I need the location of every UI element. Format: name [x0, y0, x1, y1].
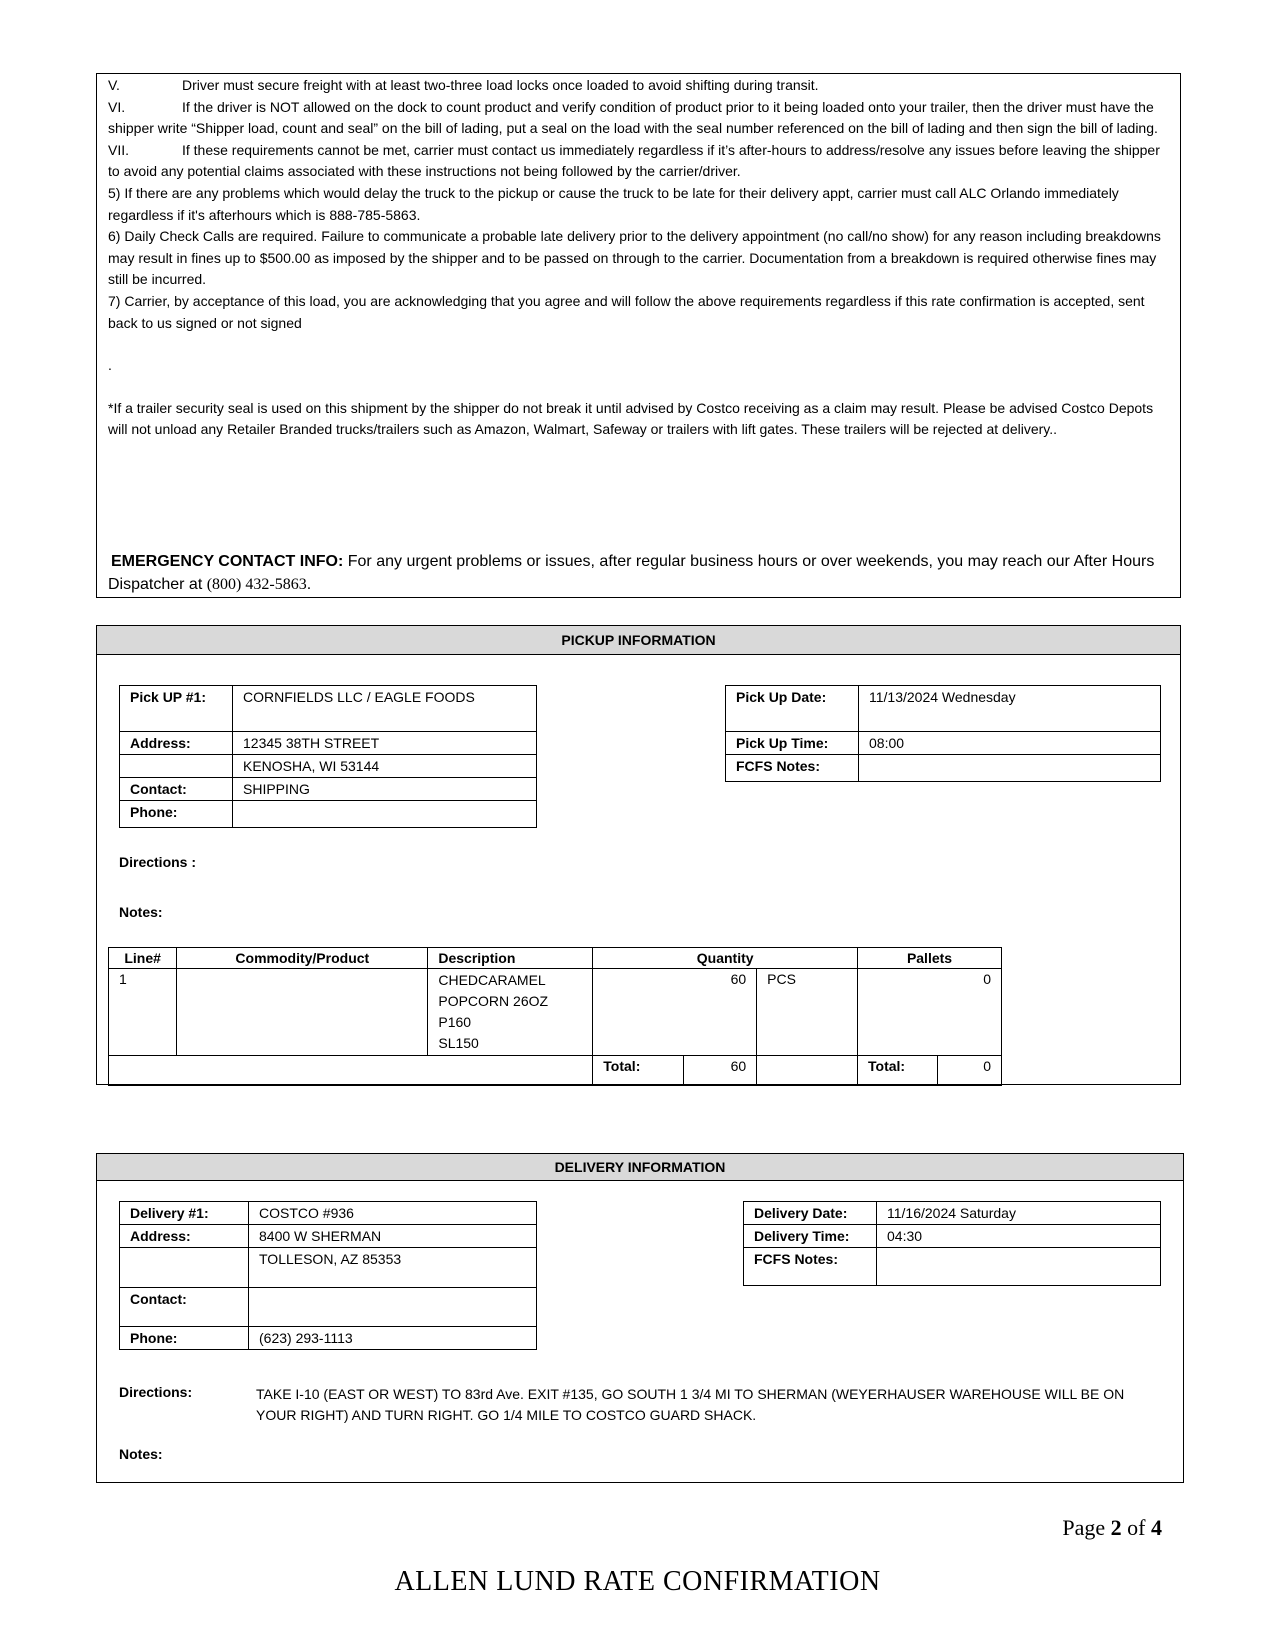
delivery-section — [96, 1153, 1184, 1483]
delivery-phone-value: (623) 293-1113 — [249, 1327, 537, 1350]
pickup-fcfs-label: FCFS Notes: — [726, 755, 859, 782]
pickup-phone-label: Phone: — [120, 801, 233, 828]
row-quantity: 60 — [593, 969, 757, 1056]
pickup-contact-label: Contact: — [120, 778, 233, 801]
row-commodity — [177, 969, 428, 1056]
row-pallets: 0 — [858, 969, 1002, 1056]
pickup-header: PICKUP INFORMATION — [97, 626, 1180, 655]
pickup-address-line1: 12345 38TH STREET — [233, 732, 537, 755]
delivery-date-label: Delivery Date: — [744, 1202, 877, 1225]
delivery-fcfs-label: FCFS Notes: — [744, 1248, 877, 1286]
pickup-right-table — [725, 685, 1161, 782]
pickup-date-label: Pick Up Date: — [726, 686, 859, 732]
delivery-address-line2: TOLLESON, AZ 85353 — [249, 1248, 537, 1288]
col-line: Line# — [109, 948, 177, 969]
page-number: Page 2 of 4 — [1062, 1515, 1162, 1540]
document-title: ALLEN LUND RATE CONFIRMATION — [394, 1566, 881, 1597]
pickup-time-value: 08:00 — [859, 732, 1161, 755]
pickup-phone-value — [233, 801, 537, 828]
delivery-contact-label: Contact: — [120, 1288, 249, 1327]
table-row — [109, 969, 1002, 1056]
total-qty-label: Total: — [593, 1056, 683, 1086]
total-pallets-value: 0 — [937, 1056, 1001, 1086]
pickup-time-label: Pick Up Time: — [726, 732, 859, 755]
pickup-label: Pick UP #1: — [120, 686, 233, 732]
row-unit: PCS — [757, 969, 858, 1056]
delivery-date-value: 11/16/2024 Saturday — [877, 1202, 1161, 1225]
terms-section — [96, 73, 1181, 598]
term-6: 6) Daily Check Calls are required. Failure to communicate a probable late delivery prior to the delivery appointment (no call/no show) for any reason including breakdowns may result in fines up to $500.00 as imposed by the shipper and to be passed on through to the carrier. Documentation from a breakdown is required otherwise fines may still be incurred. — [108, 228, 1161, 288]
emergency-text: For any urgent problems or issues, after regular business hours or over weekends, you may reach our After Hours Dispatcher at — [108, 553, 1155, 593]
total-qty-value: 60 — [683, 1056, 757, 1086]
pickup-section — [96, 625, 1181, 1085]
term-7: 7) Carrier, by acceptance of this load, you are acknowledging that you agree and will follow the above requirements regardless if this rate confirmation is accepted, sent back to us signed or not signed — [108, 292, 1145, 331]
term-vii: VII. If these requirements cannot be met, carrier must contact us immediately regardless if it’s after-hours to address/resolve any issues before leaving the shipper to avoid any potential claims associated with these instructions not being followed by the carrier/driver. — [108, 141, 1160, 180]
delivery-contact-value — [249, 1288, 537, 1327]
commodity-table — [108, 947, 1002, 1086]
delivery-fcfs-value — [877, 1248, 1161, 1286]
pickup-name: CORNFIELDS LLC / EAGLE FOODS — [233, 686, 537, 732]
seal-note: *If a trailer security seal is used on this shipment by the shipper do not break it until advised by Costco receiving as a claim may result. Please be advised Costco Depots will not unload any Retailer Branded trucks/trailers such as Amazon, Walmart, Safeway or trailers with lift gates. These trailers will be rejected at delivery.. — [108, 399, 1154, 438]
delivery-label: Delivery #1: — [120, 1202, 249, 1225]
pickup-notes-label: Notes: — [119, 904, 163, 920]
col-description: Description — [428, 948, 593, 969]
delivery-header: DELIVERY INFORMATION — [97, 1154, 1183, 1181]
delivery-left-table — [119, 1201, 537, 1350]
delivery-time-value: 04:30 — [877, 1225, 1161, 1248]
delivery-notes-label: Notes: — [119, 1446, 163, 1462]
delivery-time-label: Delivery Time: — [744, 1225, 877, 1248]
col-pallets: Pallets — [858, 948, 1002, 969]
pickup-left-table — [119, 685, 537, 828]
pickup-fcfs-value — [859, 755, 1161, 782]
delivery-right-table — [743, 1201, 1161, 1286]
col-commodity: Commodity/Product — [177, 948, 428, 969]
pickup-contact-value: SHIPPING — [233, 778, 537, 801]
emergency-phone: (800) 432-5863 — [206, 576, 307, 593]
term-vi: VI. If the driver is NOT allowed on the dock to count product and verify condition of product prior to it being loaded onto your trailer, then the driver must have the shipper write “Shipper load, count and seal” on the bill of lading, put a seal on the load with the seal number referenced on the bill of lading and then sign the bill of lading. — [108, 98, 1158, 137]
pickup-date-value: 11/13/2024 Wednesday — [859, 686, 1161, 732]
row-description: CHEDCARAMEL POPCORN 26OZ P160 SL150 — [428, 969, 593, 1056]
emergency-contact: EMERGENCY CONTACT INFO: For any urgent problems or issues, after regular business hours or over weekends, you may reach our After Hours Dispatcher at (800) 432-5863. — [108, 553, 1155, 593]
term-5: 5) If there are any problems which would delay the truck to the pickup or cause the truck to be late for their delivery appt, carrier must call ALC Orlando immediately regardless if it's afterhours which is 888-785-5863. — [108, 184, 1119, 223]
pickup-address-line2: KENOSHA, WI 53144 — [233, 755, 537, 778]
term-dot: . — [108, 357, 112, 374]
term-v: V. Driver must secure freight with at least two-three load locks once loaded to avoid shifting during transit. — [108, 77, 819, 93]
pickup-address-label: Address: — [120, 732, 233, 755]
delivery-directions-value: TAKE I-10 (EAST OR WEST) TO 83rd Ave. EXIT #135, GO SOUTH 1 3/4 MI TO SHERMAN (WEYERHAUSER WAREHOUSE WILL BE ON YOUR RIGHT) AND TURN RIGHT. GO 1/4 MILE TO COSTCO GUARD SHACK. — [256, 1386, 1125, 1423]
delivery-address-label: Address: — [120, 1225, 249, 1248]
emergency-label: EMERGENCY CONTACT INFO: — [111, 553, 344, 570]
col-quantity: Quantity — [593, 948, 858, 969]
row-line: 1 — [109, 969, 177, 1056]
total-pallets-label: Total: — [858, 1056, 938, 1086]
delivery-name: COSTCO #936 — [249, 1202, 537, 1225]
delivery-phone-label: Phone: — [120, 1327, 249, 1350]
delivery-directions-label: Directions: — [119, 1384, 193, 1400]
delivery-address-line1: 8400 W SHERMAN — [249, 1225, 537, 1248]
pickup-directions-label: Directions : — [119, 854, 197, 870]
